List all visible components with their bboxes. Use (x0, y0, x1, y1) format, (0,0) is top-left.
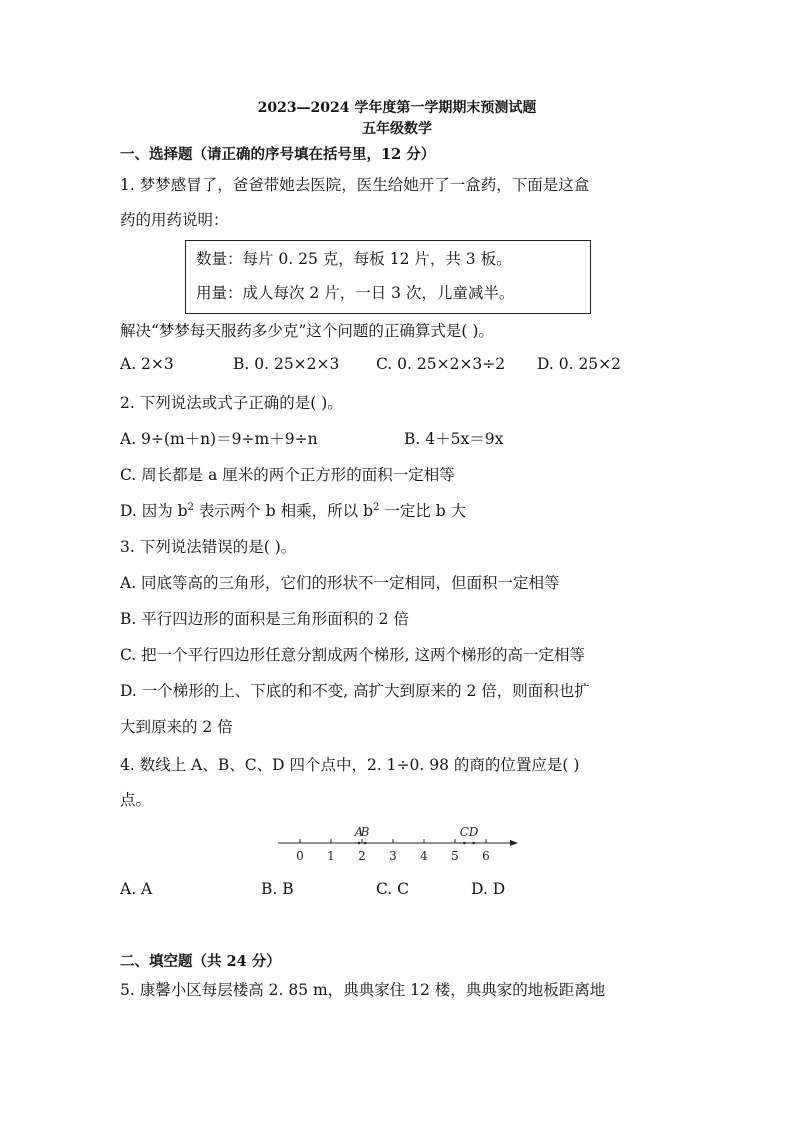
number-line-point (463, 842, 466, 845)
q2-option-d (120, 499, 466, 521)
exam-subtitle: 五年级数学 (362, 121, 432, 137)
q4-option-c: C. C (376, 880, 410, 898)
q4-stem-end: 点。 (120, 791, 152, 809)
q1-option-c: C. 0. 25×2×3÷2 (376, 355, 506, 373)
q2-option-d-part1: D. 因为 b (120, 502, 188, 520)
q1-line-1: 1. 梦梦感冒了，爸爸带她去医院，医生给她开了一盒药，下面是这盒 (120, 176, 590, 194)
q4-option-b: B. B (261, 880, 294, 898)
medicine-instruction-box (185, 240, 591, 314)
q2-option-d-exponent-1: 2 (187, 501, 194, 513)
q1-option-a: A. 2×3 (120, 355, 174, 373)
number-line-tick-label: 0 (296, 849, 304, 863)
number-line-figure (270, 818, 530, 868)
instruction-dosage: 用量：成人每次 2 片，一日 3 次，儿童减半。 (196, 284, 515, 302)
q3-option-b: B. 平行四边形的面积是三角形面积的 2 倍 (120, 610, 409, 628)
q3-option-d-line-1: D. 一个梯形的上、下底的和不变, 高扩大到原来的 2 倍，则面积也扩 (120, 682, 590, 700)
q1-line-2: 药的用药说明： (120, 211, 229, 229)
q4-option-d: D. D (471, 880, 506, 898)
number-line-point (472, 842, 475, 845)
section-1-heading: 一、选择题（请正确的序号填在括号里，12 分） (120, 146, 436, 163)
q3-option-c: C. 把一个平行四边形任意分割成两个梯形, 这两个梯形的高一定相等 (120, 646, 586, 664)
instruction-quantity: 数量：每片 0. 25 克，每板 12 片，共 3 板。 (196, 250, 512, 268)
q5-line-1: 5. 康馨小区每层楼高 2. 85 m，典典家住 12 楼，典典家的地板距离地 (120, 981, 606, 999)
q3-stem: 3. 下列说法错误的是( )。 (120, 538, 297, 556)
number-line-tick-label: 1 (327, 849, 335, 863)
q4-option-a: A. A (120, 880, 153, 898)
number-line-point-label: A (354, 825, 364, 839)
q2-option-d-part3: 一定比 b 大 (379, 502, 467, 520)
number-line-point (364, 842, 367, 845)
number-line-tick-label: 3 (389, 849, 397, 863)
number-line-point-label: D (468, 825, 479, 839)
number-line-point-label: C (459, 825, 469, 839)
q2-option-b: B. 4＋5x＝9x (404, 430, 504, 448)
number-line-tick-label: 5 (451, 849, 459, 863)
exam-title: 2023—2024 学年度第一学期期末预测试题 (257, 100, 537, 116)
number-line-tick-label: 6 (482, 849, 490, 863)
q4-stem: 4. 数线上 A、B、C、D 四个点中，2. 1÷0. 98 的商的位置应是( ) (120, 756, 580, 774)
q2-option-a: A. 9÷(m＋n)＝9÷m＋9÷n (120, 430, 318, 448)
q2-option-c: C. 周长都是 a 厘米的两个正方形的面积一定相等 (120, 466, 455, 484)
q3-option-d-line-2: 大到原来的 2 倍 (120, 718, 233, 736)
q2-option-d-part2: 表示两个 b 相乘，所以 b (193, 502, 374, 520)
q3-option-a: A. 同底等高的三角形，它们的形状不一定相同，但面积一定相等 (120, 574, 560, 592)
q1-question: 解决“梦梦每天服药多少克”这个问题的正确算式是( )。 (120, 322, 494, 340)
number-line-point (358, 842, 361, 845)
number-line-point-label: B (360, 825, 370, 839)
number-line-tick-label: 2 (358, 849, 366, 863)
q1-option-d: D. 0. 25×2 (537, 355, 622, 373)
number-line-tick-label: 4 (420, 849, 428, 863)
section-2-heading: 二、填空题（共 24 分） (120, 953, 281, 970)
q2-stem: 2. 下列说法或式子正确的是( )。 (120, 394, 343, 412)
q2-option-d-exponent-2: 2 (373, 501, 380, 513)
q1-option-b: B. 0. 25×2×3 (233, 355, 340, 373)
number-line-arrow (510, 840, 518, 846)
